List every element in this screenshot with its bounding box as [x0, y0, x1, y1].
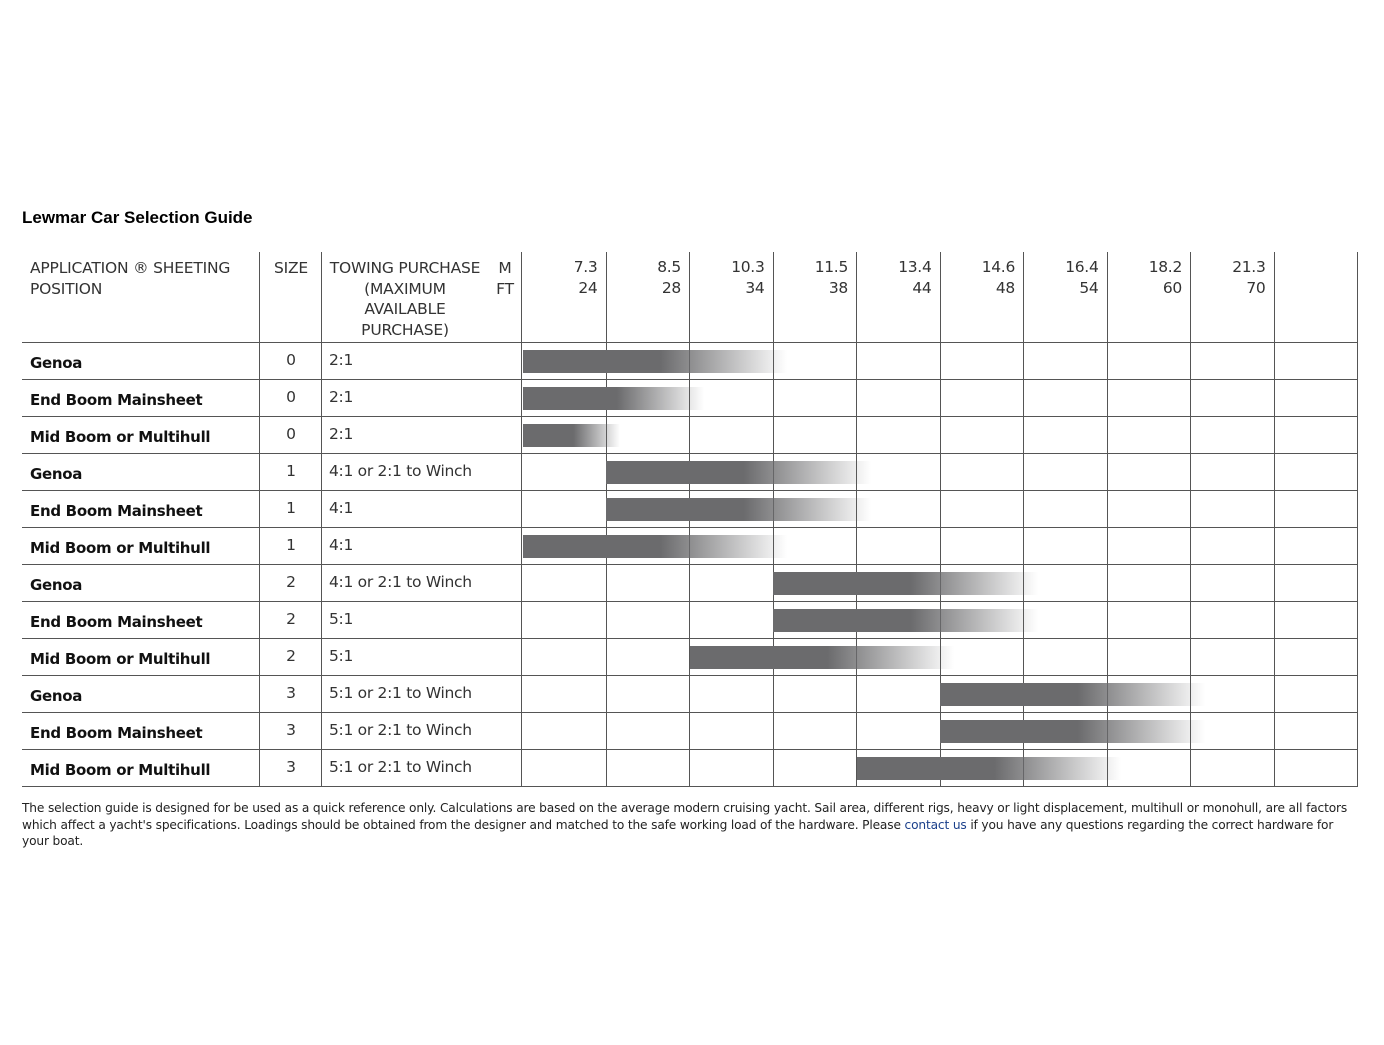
- application-cell: Genoa: [30, 576, 83, 594]
- application-cell: Genoa: [30, 354, 83, 372]
- application-cell: End Boom Mainsheet: [30, 613, 203, 631]
- page-title: Lewmar Car Selection Guide: [22, 208, 253, 227]
- header-application-line-2: POSITION: [30, 279, 103, 298]
- range-bar: [940, 720, 1205, 743]
- size-cell: 3: [286, 758, 296, 776]
- length-header-m-8: 21.3: [1232, 258, 1266, 276]
- header-towing-line-3: AVAILABLE: [364, 300, 446, 318]
- length-header-ft-3: 38: [828, 278, 848, 297]
- range-bar: [773, 572, 1038, 595]
- length-header-ft-5: 48: [995, 278, 1015, 297]
- application-cell: Mid Boom or Multihull: [30, 650, 211, 668]
- table-row: [22, 712, 1358, 749]
- towing-purchase-cell: 2:1: [329, 351, 354, 369]
- grid-hline: [22, 786, 1358, 787]
- table-row: [22, 749, 1358, 786]
- length-header-ft-2: 34: [745, 278, 765, 297]
- size-cell: 3: [286, 684, 296, 702]
- table-row: [22, 638, 1358, 675]
- range-bar: [606, 498, 871, 521]
- length-header-m-4: 13.4: [898, 258, 932, 276]
- towing-purchase-cell: 5:1: [329, 647, 354, 665]
- size-cell: 2: [286, 647, 296, 665]
- range-bar: [940, 683, 1205, 706]
- size-cell: 0: [286, 388, 296, 406]
- table-row: [22, 675, 1358, 712]
- header-unit-ft: FT: [496, 279, 514, 298]
- header-towing-purchase: [322, 258, 488, 340]
- application-cell: Mid Boom or Multihull: [30, 539, 211, 557]
- range-bar: [523, 350, 788, 373]
- range-bar: [773, 609, 1038, 632]
- application-cell: Mid Boom or Multihull: [30, 761, 211, 779]
- application-cell: Genoa: [30, 465, 83, 483]
- table-row: [22, 490, 1358, 527]
- car-selection-guide-table: [22, 252, 1358, 787]
- towing-purchase-cell: 5:1 or 2:1 to Winch: [329, 684, 472, 702]
- length-header-m-0: 7.3: [573, 258, 598, 276]
- range-bar: [606, 461, 871, 484]
- header-towing-line-4: PURCHASE): [361, 320, 449, 339]
- size-cell: 1: [286, 536, 296, 554]
- header-towing-line-2: (MAXIMUM: [364, 279, 446, 298]
- size-cell: 3: [286, 721, 296, 739]
- range-bar: [690, 646, 955, 669]
- size-cell: 1: [286, 499, 296, 517]
- contact-us-link[interactable]: contact us: [904, 817, 967, 832]
- table-row: [22, 416, 1358, 453]
- note-text-end: if you have any questions regarding the correct hardware for your boat.: [22, 817, 1334, 848]
- table-row: [22, 453, 1358, 490]
- length-header-m-1: 8.5: [657, 258, 681, 276]
- length-header-ft-8: 70: [1246, 278, 1266, 297]
- header-size: SIZE: [273, 259, 309, 277]
- towing-purchase-cell: 4:1 or 2:1 to Winch: [329, 573, 472, 591]
- size-cell: 2: [286, 573, 296, 591]
- length-header-ft-0: 24: [578, 278, 598, 297]
- range-bar: [857, 757, 1122, 780]
- range-bar: [523, 387, 704, 410]
- size-cell: 0: [286, 351, 296, 369]
- header-towing-line-1: TOWING PURCHASE: [329, 259, 481, 277]
- table-row: [22, 379, 1358, 416]
- table-row: [22, 527, 1358, 564]
- application-cell: Mid Boom or Multihull: [30, 428, 211, 446]
- size-cell: 0: [286, 425, 296, 443]
- header-unit-m: M: [498, 259, 512, 277]
- header-application-line-1: APPLICATION ® SHEETING: [30, 259, 231, 277]
- length-header-m-6: 16.4: [1065, 258, 1099, 276]
- towing-purchase-cell: 2:1: [329, 425, 354, 443]
- note-text: The selection guide is designed for be used as a quick reference only. Calculations are based on the average modern cruising yacht. Sail area, different rigs, heavy or light displacement, multihull or monohull, are all factors which affect a yacht's specifications. Loadings should be obtained from the designer and matched to the safe working load of the hardware. Please: [22, 801, 1348, 832]
- size-cell: 2: [286, 610, 296, 628]
- table-row: [22, 564, 1358, 601]
- range-bar: [523, 535, 788, 558]
- length-header-ft-1: 28: [661, 278, 681, 297]
- range-bar: [523, 424, 621, 447]
- header-units: [492, 258, 518, 299]
- table-row: [22, 601, 1358, 638]
- length-header-ft-4: 44: [912, 278, 932, 297]
- towing-purchase-cell: 5:1 or 2:1 to Winch: [329, 721, 472, 739]
- application-cell: End Boom Mainsheet: [30, 502, 203, 520]
- towing-purchase-cell: 4:1: [329, 499, 354, 517]
- header-application: [30, 258, 230, 299]
- size-cell: 1: [286, 462, 296, 480]
- towing-purchase-cell: 5:1 or 2:1 to Winch: [329, 758, 472, 776]
- disclaimer-note: [22, 800, 1362, 850]
- towing-purchase-cell: 4:1: [329, 536, 354, 554]
- table-row: [22, 342, 1358, 379]
- application-cell: End Boom Mainsheet: [30, 724, 203, 742]
- application-cell: End Boom Mainsheet: [30, 391, 203, 409]
- length-header-m-7: 18.2: [1148, 258, 1182, 276]
- towing-purchase-cell: 5:1: [329, 610, 354, 628]
- length-header-m-5: 14.6: [981, 258, 1015, 276]
- towing-purchase-cell: 4:1 or 2:1 to Winch: [329, 462, 472, 480]
- application-cell: Genoa: [30, 687, 83, 705]
- towing-purchase-cell: 2:1: [329, 388, 354, 406]
- length-header-ft-7: 60: [1162, 278, 1182, 297]
- length-header-m-3: 11.5: [814, 258, 848, 276]
- length-header-ft-6: 54: [1079, 278, 1099, 297]
- length-header-m-2: 10.3: [731, 258, 765, 276]
